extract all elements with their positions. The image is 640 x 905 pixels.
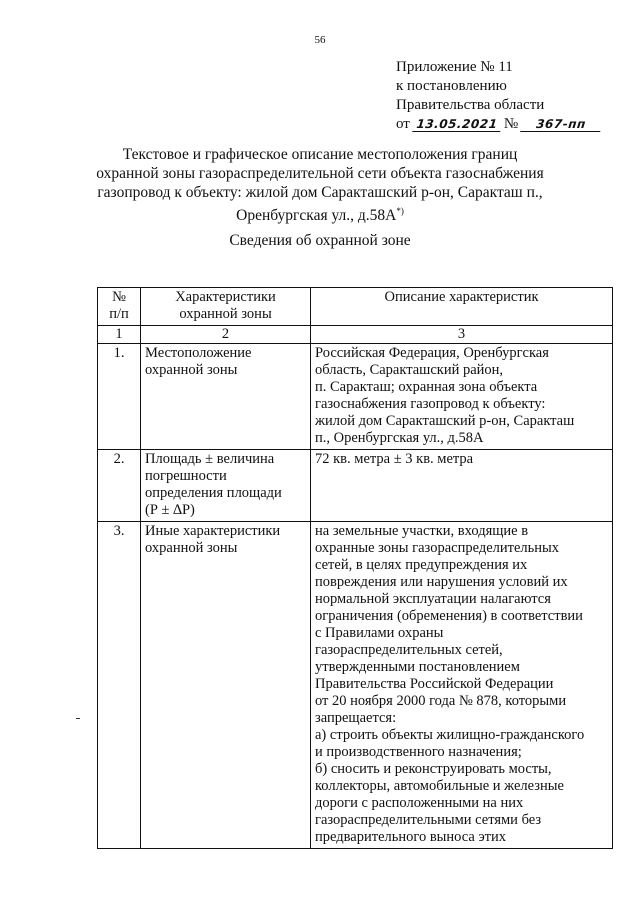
appendix-line-3: Правительства области — [396, 97, 545, 113]
handwritten-number: 367-пп — [520, 117, 602, 132]
handwritten-date: 13.05.2021 — [412, 117, 502, 132]
column-number: 1 — [98, 326, 141, 344]
margin-mark — [76, 718, 80, 719]
title-line-3: газопровод к объекту: жилой дом Саракташский р-он, Саракташ п., — [97, 184, 543, 201]
table-row — [98, 344, 613, 450]
section-heading: Сведения об охранной зоне — [229, 232, 411, 249]
table-row — [98, 450, 613, 522]
date-prefix: от — [396, 116, 410, 132]
row-description: Российская Федерация, Оренбургская область, Саракташский район, п. Саракташ; охранная зона объекта газоснабжения газопровод к объекту: жилой дом Саракташский р-он, Саракташ п., Оренбургская ул., д.58А — [311, 344, 613, 450]
row-characteristic: Площадь ± величина погрешности определения площади (Р ± ∆Р) — [141, 450, 311, 522]
row-number: 2. — [98, 450, 141, 522]
column-number: 2 — [141, 326, 311, 344]
header-description: Описание характеристик — [311, 288, 613, 326]
protection-zone-table — [97, 287, 613, 849]
row-characteristic: Иные характеристики охранной зоны — [141, 522, 311, 849]
footnote-mark: *) — [396, 206, 404, 216]
row-number: 3. — [98, 522, 141, 849]
page-number: 56 — [314, 34, 326, 46]
header-num: № п/п — [98, 288, 141, 326]
appendix-line-2: к постановлению — [396, 78, 507, 94]
row-number: 1. — [98, 344, 141, 450]
header-name: Характеристики охранной зоны — [141, 288, 311, 326]
appendix-date-line — [396, 115, 604, 134]
column-number-row — [98, 326, 613, 344]
title-line-4-text: Оренбургская ул., д.58А — [236, 207, 397, 225]
number-prefix: № — [503, 116, 519, 132]
title-line-4 — [80, 202, 560, 225]
appendix-block — [396, 58, 604, 134]
title-line-1: Текстовое и графическое описание местоположения границ — [122, 146, 518, 163]
table-header-row — [98, 288, 613, 326]
column-number: 3 — [311, 326, 613, 344]
title-line-2: охранной зоны газораспределительной сети объекта газоснабжения — [96, 165, 544, 182]
table-row — [98, 522, 613, 849]
appendix-line-1: Приложение № 11 — [396, 59, 513, 75]
document-title — [80, 145, 560, 225]
row-characteristic: Местоположение охранной зоны — [141, 344, 311, 450]
row-description: 72 кв. метра ± 3 кв. метра — [311, 450, 613, 522]
row-description: на земельные участки, входящие в охранные зоны газораспределительных сетей, в целях предупреждения их повреждения или нарушения условий их нормальной эксплуатации налагаются ограничения (обременения) в соответствии с Правилами охраны газораспределительных сетей, утвержденными постановлением Правительства Российской Федерации от 20 ноября 2000 года № 878, которыми запрещается: а) строить объекты жилищно-гражданского и производственного назначения; б) сносить и реконструировать мосты, коллекторы, автомобильные и железные дороги с расположенными на них газораспределительными сетями без предварительного выноса этих — [311, 522, 613, 849]
